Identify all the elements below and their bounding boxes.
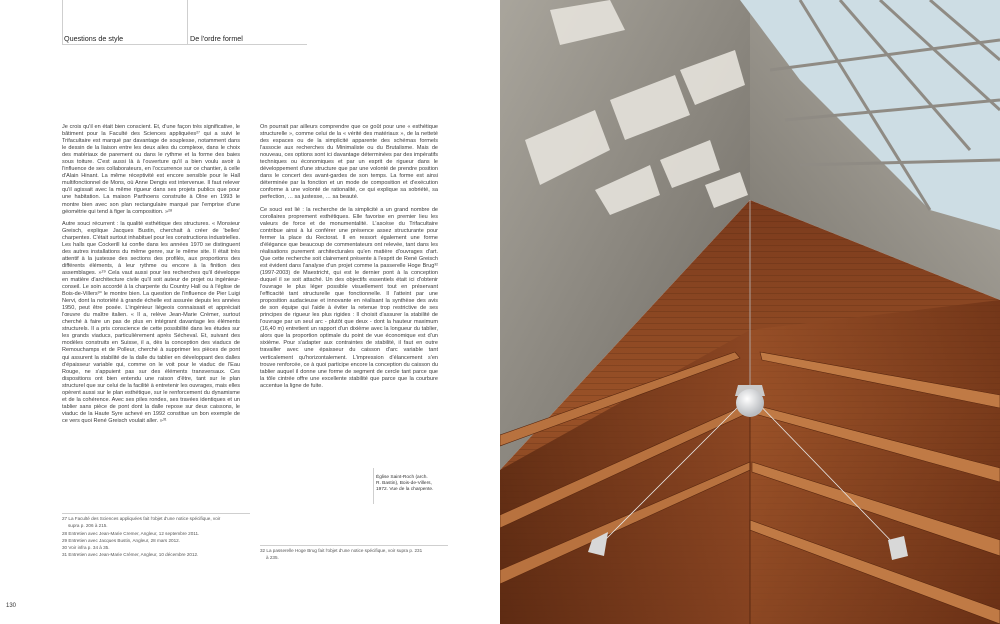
caption-rule (373, 468, 374, 504)
footnotes-left (62, 515, 252, 559)
footnote: 32 La passerelle Hoge Brug fait l'objet d'une notice spécifique, voir supra p. 231 (260, 548, 423, 553)
header-divider-left (62, 0, 63, 44)
paragraph: Je crois qu'il en était bien conscient. Et, d'une façon très significative, le bâtiment pour la Faculté des Sciences appliquées²⁷ qui a suivi le Trifacultaire est marqué par davantage de souplesse, notamment dans le dessin de la liaison entre les deux ailes du complexe, dans le choix des matériaux de parement ou dans le rythme et la forme des baies sous toiture. C'est aussi là à l'ouverture qu'il a bien voulu avoir à l'influence de ses collaborateurs, en l'occurrence sur ce chantier, à celle d'Alain Hinant. La même réceptivité est encore sensible pour le Hall multifonctionnel de Mons, où Anne Dengis est intervenue. Il faut relever qu'il agissait avec la même rigueur dans ses projets publics que pour une habitation. La maison Parthoens construite à Olne en 1993 le montre bien avec son plan rectangulaire marqué par l'emprise d'une géométrie qui tend à figer la composition. »²⁸ (62, 124, 240, 215)
footnote: supra p. 206 à 215. (68, 523, 108, 529)
running-header-right: De l'ordre formel (190, 34, 243, 43)
pendant-lamp (735, 385, 765, 417)
text-column-left (62, 124, 240, 430)
paragraph: Ce souci est lié : la recherche de la simplicité a un grand nombre de corollaires proprement esthétiques. Elle favorise en premier lieu les valeurs de force et de monumentalité. L'ascèse du Trifacultaire contribue ainsi à lui conférer une présence assez structurante pour fermer la place du Rectorat. Il en ressort également une forme d'élégance que beaucoup de commentateurs ont relevée, tant dans les réalisations purement architecturales qu'en matière d'ouvrages d'art. Que cette recherche soit clairement présente à l'esprit de René Greisch est évident dans l'analyse d'un projet comme la passerelle Hoge Brug³² (1997-2003) de Maestricht, qui est le dernier pont à la conception duquel il se soit attaché. Un des objectifs essentiels était ici d'obtenir l'ouvrage le plus léger possible visuellement tout en préservant l'efficacité tant structurelle que fonctionnelle. Il l'atteint par une proposition audacieuse et innovante en réalisant la synthèse des avis de son équipe qui l'aide à éviter la retenue trop restrictive de ses principes de rigueur les plus rigides : Il choisit d'assurer la stabilité de l'ouvrage par un seul arc - plutôt que deux - dont la hauteur maximum (16,40 m) entretient un rapport d'un dixième avec la longueur du tablier, alors que la proportion optimale du point de vue économique est d'un sixième. Pour s'adapter aux contraintes de stabilité, il faut en outre travailler avec une épaisseur du caisson d'arc variable tant verticalement qu'horizontalement. L'impression d'élancement s'en trouve renforcée, ce à quoi participe encore la conception du caisson du tablier auquel il donne une forme de segment de cercle tant parce que la tôle cintrée offre une excellente stabilité que parce que la courbure accentue la ligne de fuite. (260, 206, 438, 389)
paragraph: On pourrait par ailleurs comprendre que ce goût pour une « esthétique structurelle », comme celui de la « vérité des matériaux », de la netteté des espaces ou de la simplicité apparente des schémas formels l'associe aux recherches du Minimaliste ou du Brutalisme. Mais de nouveau, ces options sont ici davantage déterminées par des impératifs techniques ou économiques et par un esprit de rigueur dans le développement d'une structure que par une volonté de prendre position dans le concert des avant-gardes de son temps. La forme est ainsi déterminée par la fonction et un mode de composition et d'exécution conforme à une volonté de rationalité, ce qui explique sa sobriété, sa perfection, … sa justesse, … sa beauté. (260, 124, 438, 201)
footnote: 30 Voir infra p. 34 à 35. (62, 545, 110, 551)
footnotes-right (260, 547, 450, 562)
footnote: 27 La Faculté des Sciences appliquées fait l'objet d'une notice spécifique, voir (62, 516, 221, 521)
footnote: 28 Entretien avec Jean-Marie Cremer, Angleur, 12 septembre 2011. (62, 530, 200, 536)
caption-line: 1972. Vue de la charpente. (376, 487, 434, 493)
caption-line: R. Bastin), Bois-de-Villers, (376, 481, 432, 487)
church-roof-photo (500, 0, 1000, 624)
footnote: à 235. (266, 555, 279, 561)
paragraph: Autre souci récurrent : la qualité esthétique des structures. « Monsieur Greisch, explique Jacques Bustin, cherchait à créer de 'belles' charpentes. C'était surtout inhabituel pour les constructions industrielles. Les halls que Cockerill lui confie dans les années 1970 se distinguent des autres installations du même genre, sur le même site. Il était très attentif à la justesse des sections des profilés, aux proportions des différents éléments, à leur rythme ou encore à la finition des assemblages. »²⁹ Cela vaut aussi pour les recherches qu'il développe en matière d'architecture civile qu'il soit auteur de projet ou ingénieur-conseil. Le soin accordé à la charpente du Country Hall ou à l'église de Bois-de-Villers³⁰ le montre bien. La question de l'influence de Pier Luigi Nervi, dont la notoriété à grande échelle est assurée depuis les années 1950, peut être posée. L'ingénieur liégeois connaissait et appréciait l'œuvre du maître italien. « Il a, relève Jean-Marie Crémer, surtout cherché à faire un pas de plus en intégrant davantage les éléments structurels. Il a pris conscience de cette possibilité dans les études sur les grands viaducs, particulièrement après Sécheval. Et, suivant des modèles construits en Suisse, il a, dès la conception des viaducs de Remouchamps et de Polleur, cherché à supprimer les pièces de pont qui assurent la stabilité de la dalle du tablier en développant des dalles d'épaisseur variable qui, comme on le voit pour le viaduc de l'Eau Rouge, ne s'appuient pas sur des éléments transversaux. Ces dispositions ont bien entendu une raison d'être, tant sur le plan structurel que sur celui de la facilité à entretenir les ouvrages, mais elles opèrent aussi sur le plan esthétique, sur le renforcement du dynamisme et de la cohérence. Avec ses piles rondes, ses travées identiques et un tablier sans pièce de pont dont la dalle repose sur deux caissons, le viaduc de la Haute Syre achevé en 1992 constitue un bon exemple de ce vers quoi René Greisch voulait aller. »³¹ (62, 220, 240, 424)
page-number: 130 (6, 603, 17, 609)
header-underline (62, 44, 307, 45)
header-divider-middle (187, 0, 188, 44)
footnote: 31 Entretien avec Jean-Marie Crémer, Angleur, 10 décembre 2012. (62, 552, 199, 558)
running-header-left: Questions de style (64, 34, 124, 43)
caption-line: Église Saint-Roch (arch. (376, 475, 428, 480)
footnote-rule-left (62, 513, 250, 514)
footnote-rule-right (260, 545, 448, 546)
photo-caption (376, 475, 460, 494)
footnote: 29 Entretien avec Jacques Bustin, Angleur, 28 mars 2012. (62, 537, 180, 543)
text-column-right (260, 124, 438, 395)
